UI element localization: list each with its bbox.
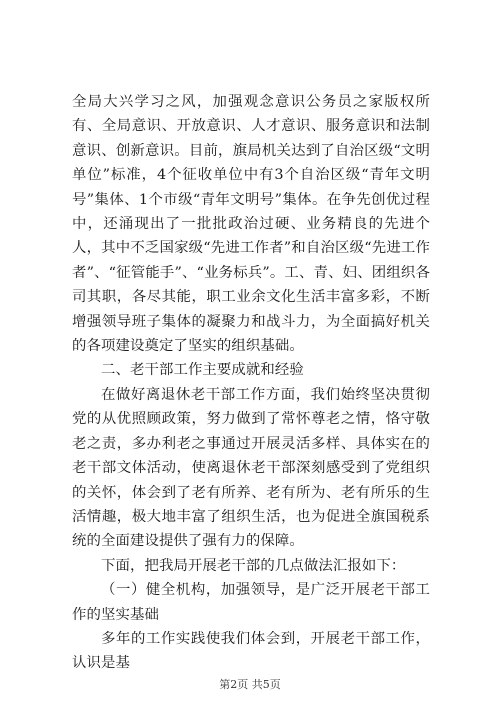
document-body (72, 90, 430, 676)
paragraph-body: 多年的工作实践使我们体会到，开展老干部工作，认识是基 (72, 630, 430, 672)
page-footer (0, 676, 500, 692)
paragraph-continuation: 全局大兴学习之风，加强观念意识公务员之家版权所有、全局意识、开放意识、人才意识、服务意识和法制意识、创新意识。目前，旗局机关达到了自治区级“文明单位”标准，4个征收单位中有3个自治区级“青年文明号”集体、1个市级“青年文明号”集体。在争先创优过程中，还涌现出了一批批政治过硬、业务精良的先进个人，其中不乏国家级“先进工作者”和自治区级“先进工作者”、“征管能手”、“业务标兵”。工、青、妇、团组织各司其职，各尽其能，职工业余文化生活丰富多彩，不断增强领导班子集体的凝聚力和战斗力，为全面搞好机关的各项建设奠定了坚实的组织基础。 (72, 94, 430, 355)
section-heading: 二、老干部工作主要成就和经验 (101, 362, 304, 379)
paragraph-body: 下面，把我局开展老干部的几点做法汇报如下： (101, 557, 406, 574)
sub-heading: （一）健全机构，加强领导，是广泛开展老干部工作的坚实基础 (72, 582, 430, 623)
paragraph-body: 在做好离退休老干部工作方面，我们始终坚决贯彻党的从优照顾政策，努力做到了常怀尊老之情，恪守敬老之责，多办利老之事通过开展灵活多样、具体实在的老干部文体活动，使离退休老干部深刻感受到了党组织的关怀，体会到了老有所养、老有所为、老有所乐的生活情趣，极大地丰富了组织生活，也为促进全旗国税系统的全面建设提供了强有力的保障。 (72, 386, 430, 550)
page-number-label: 第2页 共5页 (219, 678, 281, 691)
